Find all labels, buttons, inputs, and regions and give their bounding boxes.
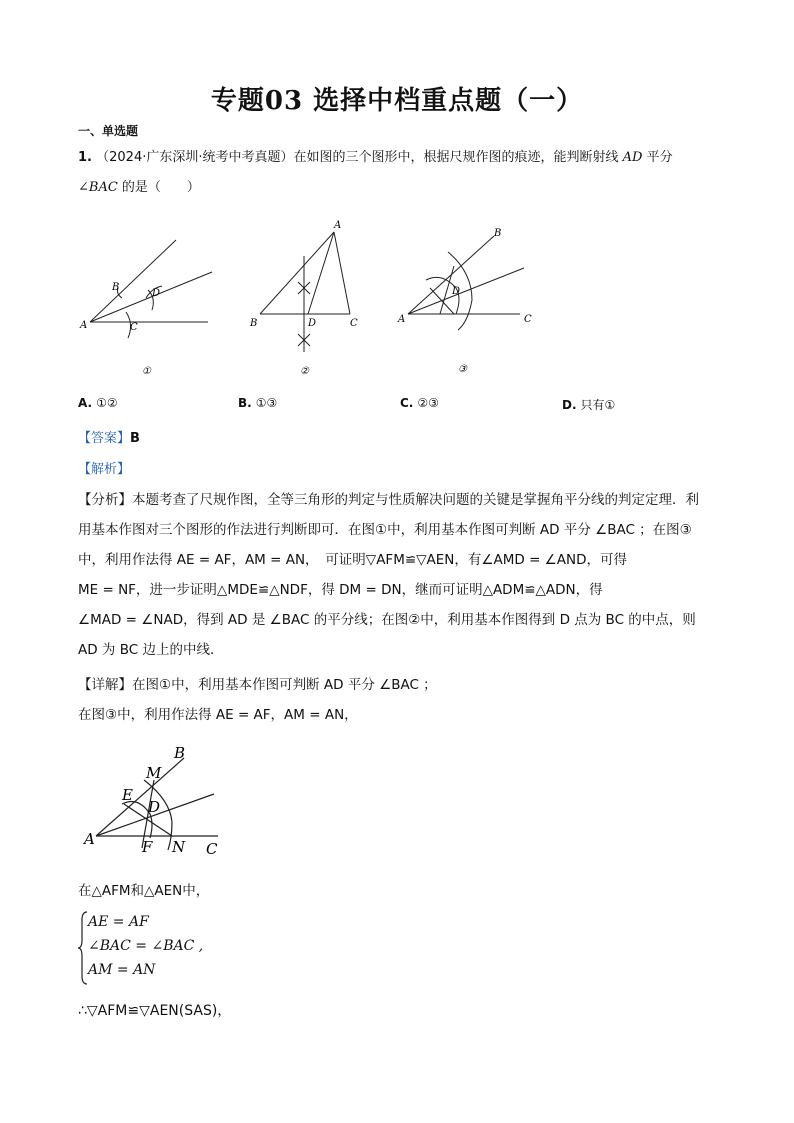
system-line: AM = AN bbox=[88, 962, 156, 978]
figure-2 bbox=[242, 216, 370, 376]
analysis-tag: 【解析】 bbox=[78, 462, 131, 477]
fig3-label-a: A bbox=[398, 314, 406, 325]
analysis-line: AD 为 BC 边上的中线． bbox=[78, 642, 224, 658]
section-heading: 一、单选题 bbox=[78, 124, 139, 138]
big-label-e: E bbox=[122, 786, 133, 804]
system-line: AE = AF bbox=[88, 914, 149, 930]
fig2-label-c: C bbox=[350, 318, 358, 329]
option-b-key: B. bbox=[238, 396, 252, 410]
option-a-text: ①② bbox=[96, 396, 118, 410]
big-label-b: B bbox=[174, 744, 186, 762]
analysis-line: 【分析】本题考查了尺规作图，全等三角形的判定与性质解决问题的关键是掌握角平分线的判定定理．利 bbox=[78, 492, 699, 508]
question-text-2: 平分 bbox=[646, 150, 673, 165]
option-c-text: ②③ bbox=[417, 396, 439, 410]
option-c bbox=[400, 396, 439, 410]
fig1-label-b: B bbox=[112, 282, 120, 293]
fig2-label-d: D bbox=[308, 318, 317, 329]
answer-tag: 【答案】 bbox=[78, 431, 131, 446]
fig1-label-c: C bbox=[130, 322, 138, 333]
option-c-key: C. bbox=[400, 396, 414, 410]
big-label-n: N bbox=[172, 838, 186, 856]
option-d-text: 只有① bbox=[580, 398, 616, 412]
big-label-c: C bbox=[206, 840, 218, 858]
fig3-label-d: D bbox=[452, 286, 461, 297]
option-a-key: A. bbox=[78, 396, 93, 410]
fig3-caption: ③ bbox=[458, 364, 467, 375]
answer-value: B bbox=[130, 431, 140, 446]
fig1-label-d: D bbox=[152, 288, 161, 299]
question-line-2 bbox=[78, 176, 200, 195]
fig2-label-b: B bbox=[250, 318, 258, 329]
question-text-1: 在如图的三个图形中，根据尺规作图的痕迹，能判断射线 bbox=[293, 150, 619, 165]
big-label-d: D bbox=[148, 798, 161, 816]
fig1-caption: ① bbox=[142, 366, 151, 377]
figure-1 bbox=[78, 228, 218, 378]
option-b bbox=[238, 396, 277, 410]
answer-line bbox=[78, 427, 140, 446]
figure-3 bbox=[396, 222, 546, 378]
detail-line: 在图③中，利用作法得 AE = AF，AM = AN， bbox=[78, 707, 358, 723]
fig3-label-c: C bbox=[524, 314, 532, 325]
question-angle: ∠BAC bbox=[78, 180, 118, 195]
fig2-caption: ② bbox=[300, 366, 309, 376]
analysis-heading bbox=[78, 458, 130, 477]
fig3-label-b: B bbox=[494, 228, 502, 239]
question-source: （2024·广东深圳·统考中考真题） bbox=[96, 150, 294, 165]
left-brace-icon bbox=[78, 910, 88, 986]
analysis-line: 中，利用作法得 AE = AF，AM = AN， 可证明▽AFM≌▽AEN，有∠AMD = ∠AND，可得 bbox=[78, 552, 628, 568]
analysis-line: 用基本作图对三个图形的作法进行判断即可．在图①中，利用基本作图可判断 AD 平分 ∠BAC ；在图③ bbox=[78, 522, 692, 538]
option-d bbox=[562, 396, 615, 413]
page-title: 专题03 选择中档重点题（一） bbox=[210, 86, 584, 116]
analysis-line: ∠MAD = ∠NAD，得到 AD 是 ∠BAC 的平分线；在图②中，利用基本作图得到 D 点为 BC 的中点，则 bbox=[78, 612, 696, 628]
fig1-label-a: A bbox=[80, 320, 88, 331]
option-b-text: ①③ bbox=[255, 396, 278, 410]
big-label-a: A bbox=[84, 830, 95, 848]
fig2-label-a: A bbox=[334, 220, 342, 231]
question-number: 1. bbox=[78, 150, 92, 165]
analysis-block bbox=[78, 485, 726, 665]
system-line: ∠BAC = ∠BAC , bbox=[88, 938, 204, 954]
question-line-1 bbox=[78, 146, 673, 165]
detail-figure bbox=[80, 742, 240, 864]
in-triangles-line: 在△AFM和△AEN中， bbox=[78, 883, 210, 899]
option-a bbox=[78, 396, 118, 410]
big-label-f: F bbox=[142, 838, 153, 856]
question-ray: AD bbox=[622, 150, 643, 165]
big-label-m: M bbox=[146, 764, 162, 782]
analysis-line: ME = NF，进一步证明△MDE≌△NDF，得 DM = DN，继而可证明△ADM≌△ADN，得 bbox=[78, 582, 603, 598]
conclusion-line: ∴▽AFM≌▽AEN(SAS)， bbox=[78, 1003, 232, 1019]
question-text-3: 的是（ ） bbox=[121, 180, 200, 195]
option-d-key: D. bbox=[562, 398, 577, 412]
detail-line: 【详解】在图①中，利用基本作图可判断 AD 平分 ∠BAC ； bbox=[78, 677, 437, 693]
detail-block bbox=[78, 670, 726, 730]
